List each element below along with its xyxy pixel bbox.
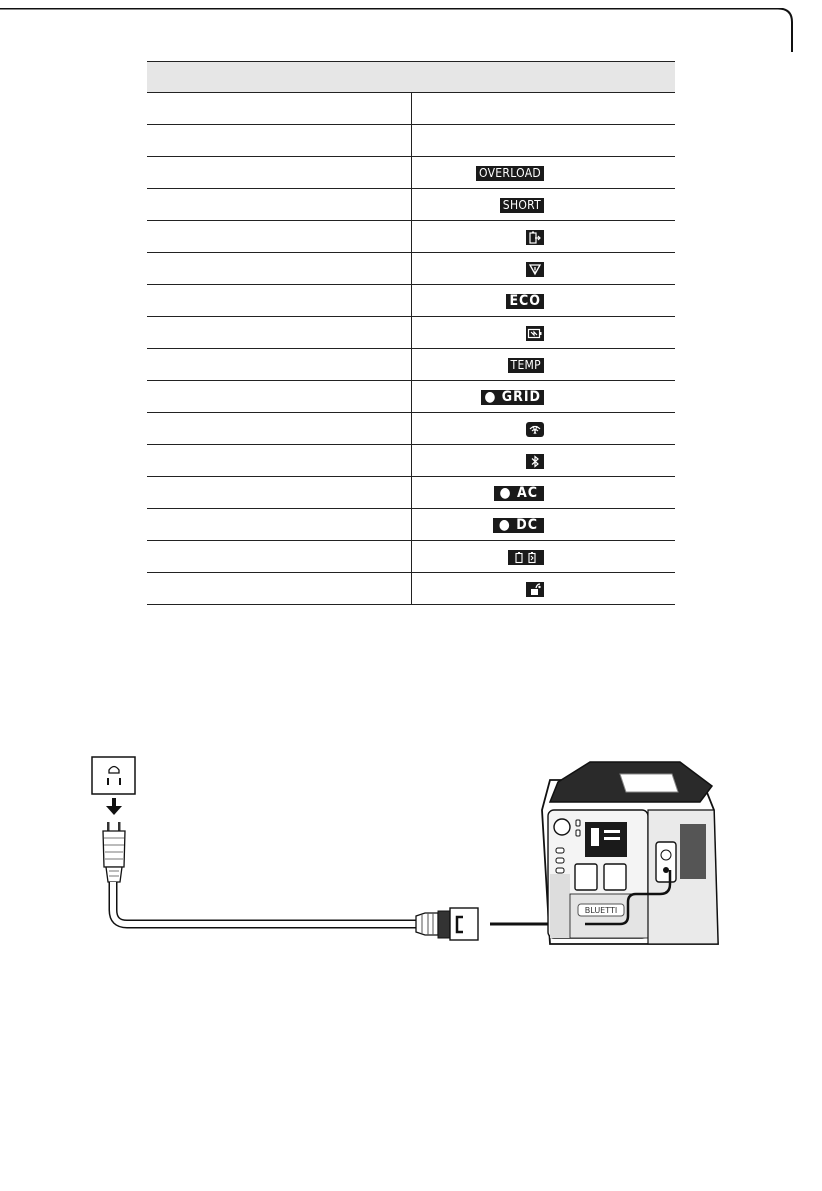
row-indicator [411, 93, 675, 125]
table-row [147, 317, 675, 349]
row-description [147, 445, 411, 477]
fold-line [0, 8, 800, 52]
c13-connector-icon [416, 908, 478, 940]
row-description [147, 189, 411, 221]
row-description [147, 573, 411, 605]
ac-plug-icon [103, 822, 125, 882]
table-header-row [147, 62, 675, 93]
row-description [147, 413, 411, 445]
bluetooth-icon [526, 454, 544, 469]
table-row [147, 285, 675, 317]
row-description [147, 477, 411, 509]
row-description [147, 541, 411, 573]
row-description [147, 157, 411, 189]
row-description [147, 349, 411, 381]
table-row [147, 221, 675, 253]
table-row [147, 413, 675, 445]
arrow-down-icon [106, 798, 122, 815]
dc-indicator: ● DC [493, 518, 544, 533]
row-description [147, 381, 411, 413]
ac-indicator: ● AC [494, 486, 544, 501]
temp-indicator: TEMP [508, 358, 544, 373]
short-indicator: SHORT [500, 198, 544, 213]
table-row [147, 253, 675, 285]
battery-charging-icon [526, 326, 544, 341]
table-row [147, 541, 675, 573]
charging-illustration [80, 752, 740, 962]
eco-indicator: ECO [506, 294, 544, 309]
row-description [147, 509, 411, 541]
row-description [147, 285, 411, 317]
solar-input-icon [526, 582, 544, 597]
table-row [147, 381, 675, 413]
row-description [147, 93, 411, 125]
wall-outlet-icon [92, 757, 135, 794]
row-indicator [411, 125, 675, 157]
charging-cable [113, 882, 418, 924]
battery-output-icon [526, 230, 544, 245]
overload-indicator: OVERLOAD [476, 166, 544, 181]
table-row [147, 509, 675, 541]
table-row [147, 445, 675, 477]
power-station-icon [542, 762, 718, 944]
table-row [147, 189, 675, 221]
table-header [147, 62, 675, 93]
table-row [147, 573, 675, 605]
table-row [147, 125, 675, 157]
wifi-connected-icon [526, 422, 544, 437]
grid-indicator: ● GRID [481, 390, 544, 405]
row-description [147, 253, 411, 285]
indicator-table [147, 61, 675, 605]
table-row [147, 349, 675, 381]
table-row [147, 93, 675, 125]
dual-battery-icon [508, 550, 544, 565]
row-description [147, 125, 411, 157]
device-brand-label: BLUETTI [584, 906, 618, 915]
row-description [147, 317, 411, 349]
row-description [147, 221, 411, 253]
table-row [147, 477, 675, 509]
table-row [147, 157, 675, 189]
warning-triangle-icon [526, 262, 544, 277]
